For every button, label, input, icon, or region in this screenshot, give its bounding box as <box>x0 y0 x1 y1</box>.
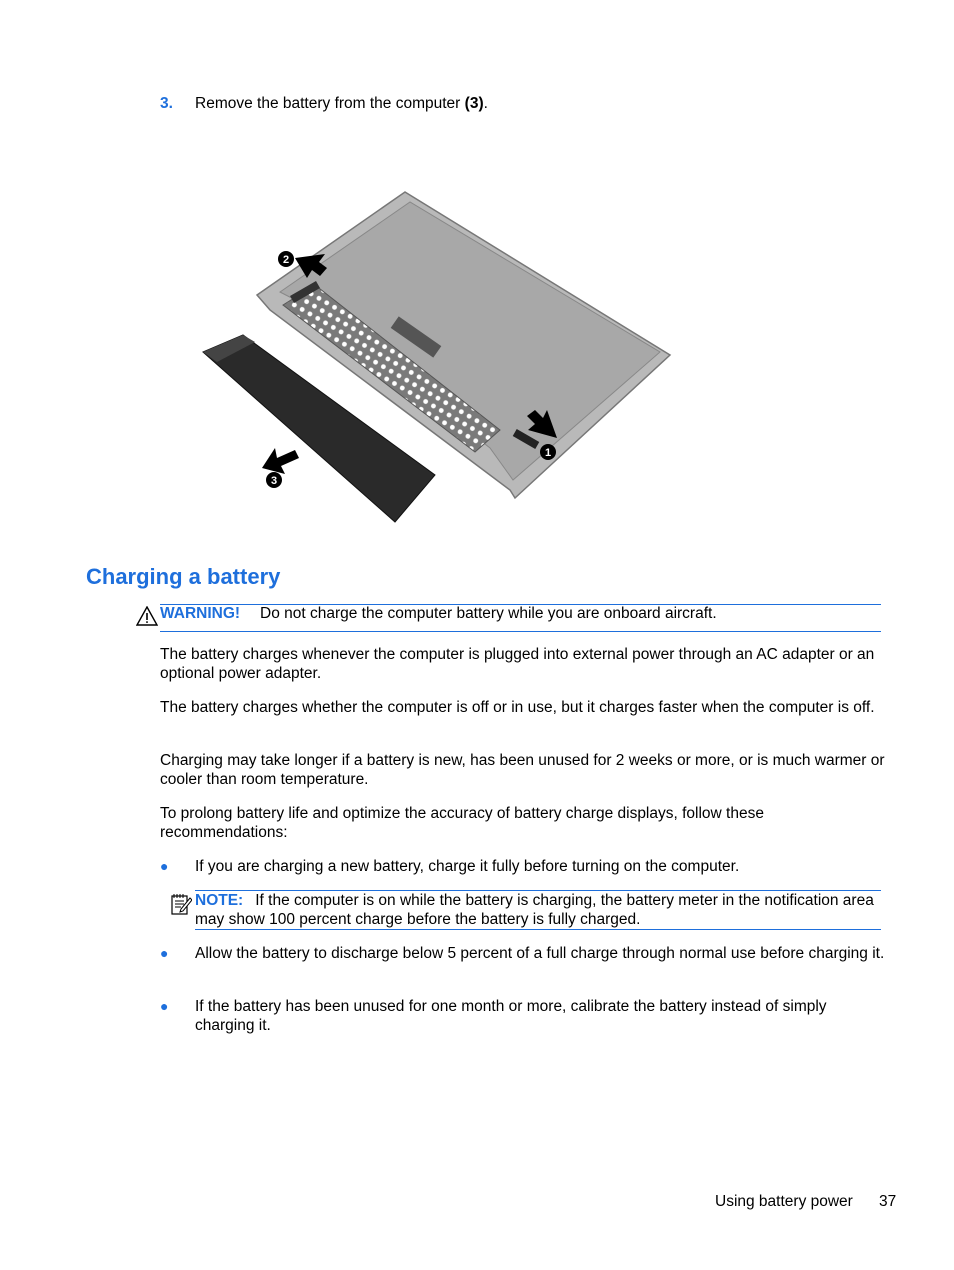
bullet-icon: ● <box>160 945 169 961</box>
callout-2: 2 <box>282 254 290 266</box>
note-text <box>195 891 885 929</box>
step-number: 3. <box>160 95 173 112</box>
bullet-item: Allow the battery to discharge below 5 percent of a full charge through normal use before charging it. <box>195 945 885 962</box>
paragraph: The battery charges whether the computer is off or in use, but it charges faster when the computer is off. <box>160 699 875 716</box>
warning-text: Do not charge the computer battery while you are onboard aircraft. <box>260 605 717 622</box>
paragraph: The battery charges whenever the computer is plugged into external power through an AC adapter or an optional power adapter. <box>160 646 875 682</box>
footer-section-title: Using battery power <box>715 1193 853 1210</box>
callout-1: 1 <box>544 447 552 459</box>
battery-removal-illustration <box>195 180 685 530</box>
section-heading: Charging a battery <box>86 564 281 589</box>
note-body: If the computer is on while the battery is charging, the battery meter in the notification area may show 100 percent charge before the battery is fully charged. <box>195 892 874 928</box>
step-text-body: Remove the battery from the computer <box>195 95 465 112</box>
page-number: 37 <box>879 1193 897 1210</box>
bullet-icon: ● <box>160 998 169 1014</box>
bullet-item: If the battery has been unused for one month or more, calibrate the battery instead of simply charging it. <box>195 998 827 1034</box>
paragraph: Charging may take longer if a battery is new, has been unused for 2 weeks or more, or is much warmer or cooler than room temperature. <box>160 752 885 788</box>
warning-icon <box>136 606 158 626</box>
bullet-icon: ● <box>160 858 169 874</box>
step-text <box>195 95 488 113</box>
step-text-end: . <box>483 95 488 112</box>
warning-label: WARNING! <box>160 605 241 622</box>
arrow-3 <box>262 448 299 474</box>
step-ref: (3) <box>464 95 484 112</box>
note-icon <box>170 892 192 916</box>
bullet-item: If you are charging a new battery, charge it fully before turning on the computer. <box>195 858 740 875</box>
paragraph: To prolong battery life and optimize the accuracy of battery charge displays, follow these recommendations: <box>160 805 764 841</box>
callout-3: 3 <box>270 475 278 487</box>
note-label: NOTE: <box>195 892 244 909</box>
